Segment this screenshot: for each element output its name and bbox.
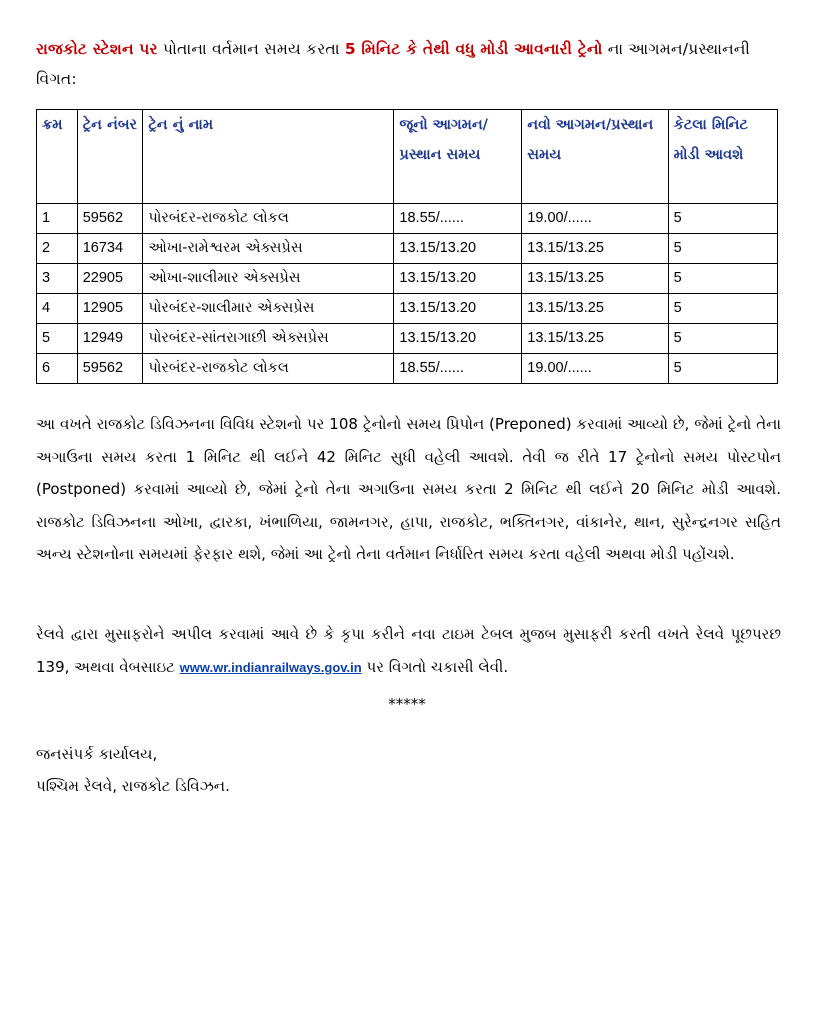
cell-minutes-late: 5 bbox=[668, 294, 777, 324]
signature-division: પશ્ચિમ રેલવે, રાજકોટ ડિવિઝન. bbox=[36, 777, 230, 795]
cell-new-time: 13.15/13.25 bbox=[522, 234, 668, 264]
table-row bbox=[37, 294, 778, 324]
website-link[interactable]: www.wr.indianrailways.gov.in bbox=[179, 659, 362, 675]
cell-serial: 5 bbox=[37, 324, 78, 354]
heading-highlight: 5 મિનિટ કે તેથી વધુ મોડી આવનારી ટ્રેનો bbox=[344, 40, 603, 58]
cell-minutes-late: 5 bbox=[668, 204, 777, 234]
separator-stars: ***** bbox=[388, 695, 426, 713]
header-train-name: ટ્રેન નું નામ bbox=[143, 110, 394, 204]
cell-train-number: 12905 bbox=[77, 294, 143, 324]
cell-old-time: 18.55/...... bbox=[394, 354, 522, 384]
cell-old-time: 13.15/13.20 bbox=[394, 264, 522, 294]
cell-minutes-late: 5 bbox=[668, 264, 777, 294]
table-row bbox=[37, 204, 778, 234]
cell-train-number: 16734 bbox=[77, 234, 143, 264]
cell-train-name: પોરબંદર-રાજકોટ લોકલ bbox=[143, 204, 394, 234]
heading bbox=[36, 34, 786, 94]
cell-serial: 6 bbox=[37, 354, 78, 384]
cell-minutes-late: 5 bbox=[668, 354, 777, 384]
cell-train-number: 22905 bbox=[77, 264, 143, 294]
cell-old-time: 13.15/13.20 bbox=[394, 294, 522, 324]
cell-minutes-late: 5 bbox=[668, 324, 777, 354]
train-table bbox=[36, 109, 778, 384]
table-row bbox=[37, 324, 778, 354]
signature-office: જનસંપર્ક કાર્યાલય, bbox=[36, 745, 158, 763]
cell-train-name: ઓખા-રામેશ્વરમ એક્સપ્રેસ bbox=[143, 234, 394, 264]
table-row bbox=[37, 354, 778, 384]
header-old-time: જૂનો આગમન/પ્રસ્થાન સમય bbox=[394, 110, 522, 204]
appeal-tail: પર વિગતો ચકાસી લેવી. bbox=[361, 657, 509, 676]
cell-train-name: પોરબંદર-સાંતરાગાછી એક્સપ્રેસ bbox=[143, 324, 394, 354]
cell-new-time: 13.15/13.25 bbox=[522, 294, 668, 324]
cell-serial: 1 bbox=[37, 204, 78, 234]
table-header-row bbox=[37, 110, 778, 204]
cell-serial: 3 bbox=[37, 264, 78, 294]
cell-old-time: 13.15/13.20 bbox=[394, 324, 522, 354]
signature-block bbox=[36, 738, 230, 802]
cell-train-number: 59562 bbox=[77, 204, 143, 234]
table-row bbox=[37, 264, 778, 294]
cell-new-time: 13.15/13.25 bbox=[522, 324, 668, 354]
cell-train-number: 12949 bbox=[77, 324, 143, 354]
cell-new-time: 19.00/...... bbox=[522, 354, 668, 384]
cell-train-name: પોરબંદર-રાજકોટ લોકલ bbox=[143, 354, 394, 384]
body-paragraph-appeal bbox=[36, 618, 781, 684]
header-serial: ક્રમ bbox=[37, 110, 78, 204]
body-paragraph-timing: આ વખતે રાજકોટ ડિવિઝનના વિવિધ સ્ટેશનો પર 108 ટ્રેનોનો સમય પ્રિપોન (Preponed) કરવામાં આવ્યો છે, જેમાં ટ્રેનો તેના અગાઉના સમય કરતા 1 મિનિટ થી લઈને 42 મિનિટ સુધી વહેલી આવશે. તેવી જ રીતે 17 ટ્રેનોનો સમય પોસ્ટપોન (Postponed) કરવામાં આવ્યો છે, જેમાં ટ્રેનો તેના અગાઉના સમય કરતા 2 મિનિટ થી લઈને 20 મિનિટ મોડી આવશે. રાજકોટ ડિવિઝનના ઓખા, દ્વારકા, ખંભાળિયા, જામનગર, હાપા, રાજકોટ, ભક્તિનગર, વાંકાનેર, થાન, સુરેન્દ્રનગર સહિત અન્ય સ્ટેશનોના સમયમાં ફેરફાર થશે, જેમાં આ ટ્રેનો તેના વર્તમાન નિર્ધારિત સમય કરતા વહેલી અથવા મોડી પહોંચશે. bbox=[36, 415, 781, 563]
cell-old-time: 13.15/13.20 bbox=[394, 234, 522, 264]
header-new-time: નવો આગમન/પ્રસ્થાન સમય bbox=[522, 110, 668, 204]
header-minutes-late: કેટલા મિનિટ મોડી આવશે bbox=[668, 110, 777, 204]
cell-old-time: 18.55/...... bbox=[394, 204, 522, 234]
heading-station: રાજકોટ સ્ટેશન પર bbox=[36, 40, 158, 58]
cell-serial: 4 bbox=[37, 294, 78, 324]
appeal-text: રેલવે દ્વારા મુસાફરોને અપીલ કરવામાં આવે છે કે કૃપા કરીને નવા ટાઇમ ટેબલ મુજબ મુસાફરી કરતી વખતે રેલવે પૂછપરછ 139, અથવા વેબસાઇટ bbox=[36, 625, 781, 676]
cell-new-time: 19.00/...... bbox=[522, 204, 668, 234]
table-row bbox=[37, 234, 778, 264]
cell-train-name: પોરબંદર-શાલીમાર એક્સપ્રેસ bbox=[143, 294, 394, 324]
cell-serial: 2 bbox=[37, 234, 78, 264]
cell-train-number: 59562 bbox=[77, 354, 143, 384]
heading-text: પોતાના વર્તમાન સમય કરતા bbox=[157, 40, 345, 58]
cell-train-name: ઓખા-શાલીમાર એક્સપ્રેસ bbox=[143, 264, 394, 294]
heading-tail: ના આગમન/પ્રસ્થાનની વિગત: bbox=[36, 40, 751, 88]
header-train-number: ટ્રેન નંબર bbox=[77, 110, 143, 204]
cell-new-time: 13.15/13.25 bbox=[522, 264, 668, 294]
cell-minutes-late: 5 bbox=[668, 234, 777, 264]
